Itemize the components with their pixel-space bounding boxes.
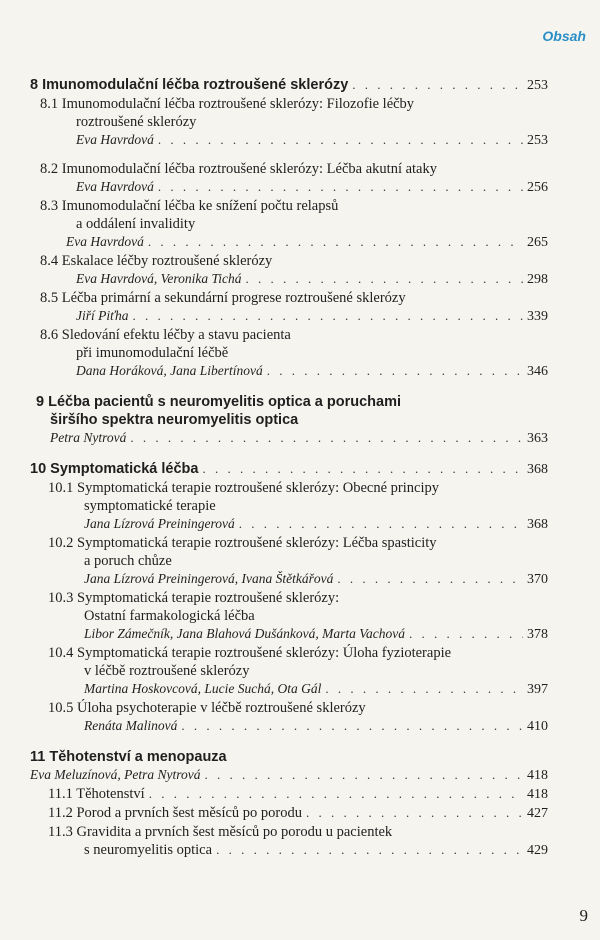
author-line: [40, 362, 548, 381]
page-ref: 410: [527, 719, 548, 734]
section-title-continued: v léčbě roztroušené sklerózy: [84, 663, 250, 679]
page-ref: 378: [527, 627, 548, 642]
page-number: 9: [579, 906, 588, 925]
section-number: 10.2: [48, 535, 74, 551]
author-line: [48, 625, 548, 644]
author: Eva Havrdová: [76, 179, 154, 194]
section-title: Gravidita a prvních šest měsíců po porodu u pacientek: [76, 824, 393, 840]
section-title-continued: Ostatní farmakologická léčba: [84, 608, 255, 624]
section-title: Imunomodulační léčba roztroušené sklerózy: Filozofie léčby: [61, 96, 415, 112]
section-number: 8.4: [40, 253, 59, 269]
author: Libor Zámečník, Jana Blahová Dušánková, Marta Vachová: [84, 626, 405, 641]
section-title: Úloha psychoterapie v léčbě roztroušené sklerózy: [77, 700, 366, 716]
section-number: 11.1: [48, 786, 73, 802]
author: Eva Havrdová: [76, 132, 154, 147]
leader-dots: [204, 766, 523, 784]
chapter-heading: [30, 76, 548, 95]
leader-dots: [409, 625, 523, 643]
author: Jiří Piťha: [76, 308, 129, 323]
page-ref: 256: [527, 180, 548, 195]
page-ref: 253: [527, 78, 548, 93]
page-ref: 265: [527, 235, 548, 250]
section-10-1: [30, 479, 548, 534]
leader-dots: [267, 362, 523, 380]
section-number: 8.3: [40, 198, 59, 214]
page-ref: 368: [527, 462, 548, 477]
author-line: [40, 270, 548, 289]
chapter-title: 10 Symptomatická léčba: [30, 461, 199, 477]
leader-dots: [306, 804, 523, 822]
leader-dots: [245, 270, 523, 288]
chapter-10: [30, 460, 548, 736]
leader-dots: [337, 570, 523, 588]
page-ref: 397: [527, 682, 548, 697]
section-8-3: [30, 197, 548, 252]
author-line: [40, 233, 548, 252]
leader-dots: [216, 841, 523, 859]
section-title: Eskalace léčby roztroušené sklerózy: [61, 253, 273, 269]
author-line: [40, 178, 548, 197]
section-8-2: [30, 160, 548, 197]
section-8-1: [30, 95, 548, 150]
section-title: Imunomodulační léčba ke snížení počtu relapsů: [61, 198, 339, 214]
leader-dots: [352, 76, 523, 94]
section-title: Symptomatická terapie roztroušené sklerózy:: [77, 590, 340, 606]
author-line: [48, 680, 548, 699]
leader-dots: [158, 178, 523, 196]
author-line: [40, 307, 548, 326]
page-ref: 368: [527, 517, 548, 532]
section-title: Imunomodulační léčba roztroušené sklerózy: Léčba akutní ataky: [61, 161, 437, 177]
section-number: 10.1: [48, 480, 74, 496]
author: Eva Havrdová: [66, 234, 144, 249]
section-title: Symptomatická terapie roztroušené sklerózy: Obecné principy: [77, 480, 439, 496]
author-line: [30, 429, 548, 448]
section-number: 8.5: [40, 290, 59, 306]
author-line: [48, 570, 548, 589]
page-ref: 253: [527, 133, 548, 148]
chapter-9: [30, 393, 548, 448]
leader-dots: [202, 460, 523, 478]
section-10-5: [30, 699, 548, 736]
chapter-11: [30, 748, 548, 860]
section-10-4: [30, 644, 548, 699]
section-number: 11.3: [48, 824, 73, 840]
leader-dots: [130, 429, 523, 447]
chapter-title-continued: širšího spektra neuromyelitis optica: [50, 412, 299, 428]
section-11-3: [30, 823, 548, 860]
section-number: 10.5: [48, 700, 74, 716]
section-title: Sledování efektu léčby a stavu pacienta: [61, 327, 291, 343]
section-10-2: [30, 534, 548, 589]
chapter-heading: [30, 460, 548, 479]
section-title: Těhotenství: [76, 786, 145, 802]
section-title-continued: a oddálení invalidity: [76, 216, 196, 232]
chapter-title: 8 Imunomodulační léčba roztroušené sklerózy: [30, 77, 349, 93]
section-title: Symptomatická terapie roztroušené sklerózy: Úloha fyzioterapie: [77, 645, 452, 661]
section-11-1: [30, 785, 548, 804]
section-title-continued: roztroušené sklerózy: [76, 114, 197, 130]
section-11-2: [30, 804, 548, 823]
section-title-continued: s neuromyelitis optica: [84, 842, 213, 858]
author: Dana Horáková, Jana Libertínová: [76, 363, 263, 378]
section-number: 11.2: [48, 805, 73, 821]
author: Martina Hoskovcová, Lucie Suchá, Ota Gál: [84, 681, 322, 696]
chapter-8: [30, 76, 548, 381]
chapter-title: 9 Léčba pacientů s neuromyelitis optica a poruchami: [36, 394, 402, 410]
leader-dots: [158, 131, 523, 149]
section-number: 10.3: [48, 590, 74, 606]
page-ref: 418: [527, 768, 548, 783]
section-title-continued-line: [48, 841, 548, 860]
section-10-3: [30, 589, 548, 644]
author: Jana Lízrová Preiningerová: [84, 516, 235, 531]
page-ref: 363: [527, 431, 548, 446]
leader-dots: [239, 515, 523, 533]
page-ref: 346: [527, 364, 548, 379]
author: Petra Nytrová: [50, 430, 127, 445]
table-of-contents: [30, 76, 548, 872]
section-number: 10.4: [48, 645, 74, 661]
page-ref: 370: [527, 572, 548, 587]
section-title-continued: symptomatické terapie: [84, 498, 216, 514]
author-line: [30, 766, 548, 785]
section-title: Symptomatická terapie roztroušené sklerózy: Léčba spasticity: [77, 535, 437, 551]
author: Jana Lízrová Preiningerová, Ivana Štětkářová: [84, 571, 334, 586]
page-ref: 418: [527, 787, 548, 802]
leader-dots: [148, 233, 523, 251]
page-ref: 429: [527, 843, 548, 858]
section-8-4: [30, 252, 548, 289]
author: Renáta Malinová: [84, 718, 178, 733]
section-number: 8.2: [40, 161, 59, 177]
section-number: 8.1: [40, 96, 59, 112]
author: Eva Meluzínová, Petra Nytrová: [30, 767, 201, 782]
author-line: [48, 717, 548, 736]
page-ref: 339: [527, 309, 548, 324]
section-8-6: [30, 326, 548, 381]
leader-dots: [181, 717, 523, 735]
chapter-title: 11 Těhotenství a menopauza: [30, 749, 227, 765]
section-title: Léčba primární a sekundární progrese roztroušené sklerózy: [61, 290, 406, 306]
page-ref: 427: [527, 806, 548, 821]
author-line: [48, 515, 548, 534]
page-ref: 298: [527, 272, 548, 287]
section-number: 8.6: [40, 327, 59, 343]
leader-dots: [149, 785, 523, 803]
leader-dots: [325, 680, 523, 698]
section-title-continued: a poruch chůze: [84, 553, 172, 569]
author-line: [40, 131, 548, 150]
leader-dots: [133, 307, 523, 325]
header-title: Obsah: [542, 28, 586, 44]
section-8-5: [30, 289, 548, 326]
author: Eva Havrdová, Veronika Tichá: [76, 271, 242, 286]
section-title: Porod a prvních šest měsíců po porodu: [76, 805, 302, 821]
section-title-continued: při imunomodulační léčbě: [76, 345, 229, 361]
